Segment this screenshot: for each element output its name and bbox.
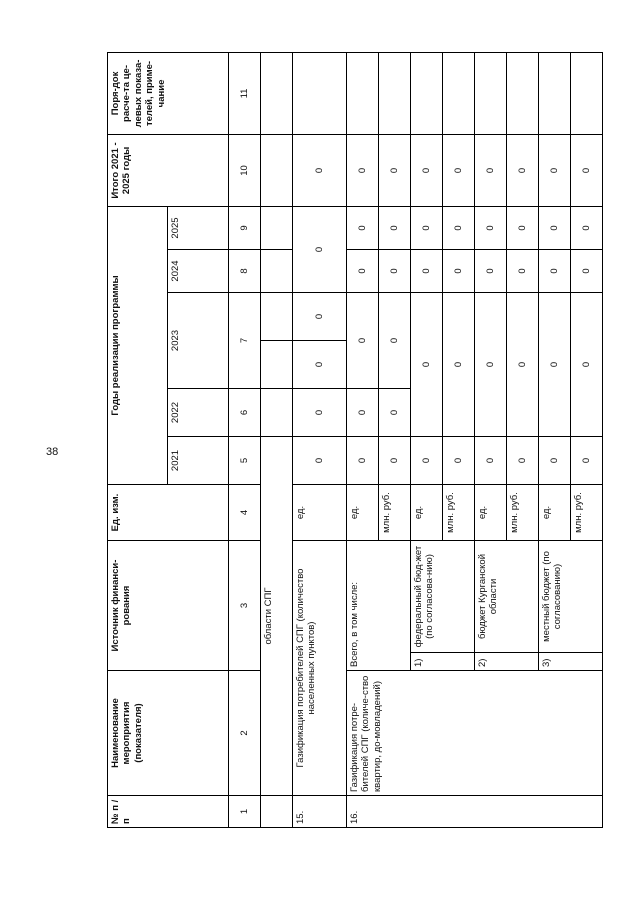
federal-order-1: [411, 52, 443, 134]
local-name: местный бюджет (по согласованию): [538, 541, 602, 653]
row16-total-order-2: [379, 52, 411, 134]
row16-total-unit-2: млн. руб.: [379, 485, 411, 541]
section-y2025: [260, 206, 292, 249]
regional-unit-1: ед.: [475, 485, 507, 541]
regional-y2025-2: 0: [506, 206, 538, 249]
federal-y2021-2: 0: [443, 437, 475, 485]
regional-num: 2): [475, 653, 539, 671]
section-y2022: [260, 389, 292, 437]
row16-total-y2022-2: 0: [379, 389, 411, 437]
federal-y2022-2023-1: 0: [411, 293, 443, 437]
header-unit: Ед. изм.: [108, 485, 229, 541]
federal-total-1: 0: [411, 134, 443, 206]
row16-total-y2024-1: 0: [347, 250, 379, 293]
section-y2024: [260, 250, 292, 293]
header-year-2024: 2024: [168, 250, 228, 293]
local-y2021-1: 0: [538, 437, 570, 485]
row16-total-total-2: 0: [379, 134, 411, 206]
regional-order-2: [506, 52, 538, 134]
regional-y2024-2: 0: [506, 250, 538, 293]
row16-total-y2024-2: 0: [379, 250, 411, 293]
federal-y2021-1: 0: [411, 437, 443, 485]
section-total: [260, 134, 292, 206]
row16-total-unit-1: ед.: [347, 485, 379, 541]
local-total-1: 0: [538, 134, 570, 206]
program-table: [107, 52, 603, 828]
row16-total-label: Всего, в том числе:: [347, 541, 411, 671]
regional-y2024-1: 0: [475, 250, 507, 293]
regional-name: бюджет Курганской области: [475, 541, 539, 653]
section-title: области СПГ: [260, 437, 292, 796]
federal-y2022-2023-2: 0: [443, 293, 475, 437]
header-year-2025: 2025: [168, 206, 228, 249]
regional-y2021-2: 0: [506, 437, 538, 485]
col-number-6: 6: [228, 389, 260, 437]
page-number: 38: [46, 446, 59, 458]
local-unit-1: ед.: [538, 485, 570, 541]
col-number-4: 4: [228, 485, 260, 541]
header-no: № п / п: [108, 796, 229, 828]
section-no-cell: [260, 796, 292, 828]
local-y2022-2023-1: 0: [538, 293, 570, 437]
row16-total-y2021-1: 0: [347, 437, 379, 485]
header-order: Поря-док расче-та це-левых показа-телей, приме-чание: [108, 52, 229, 134]
row15-y2021: 0: [292, 437, 346, 485]
local-y2024-2: 0: [570, 250, 602, 293]
federal-y2024-2: 0: [443, 250, 475, 293]
col-number-2: 2: [228, 671, 260, 796]
section-row: [260, 52, 292, 827]
local-y2025-2: 0: [570, 206, 602, 249]
federal-name: федеральный бюд-жет (по согласова-нию): [411, 541, 475, 653]
row16-total-order-1: [347, 52, 379, 134]
row16-name: Газификация потре-бителей СПГ (количе-ство квартир, до-мовладений): [347, 671, 603, 796]
rotated-page-area: [107, 53, 603, 828]
row16-no: 16.: [347, 796, 603, 828]
section-y2023a: [260, 341, 292, 389]
local-order-1: [538, 52, 570, 134]
header-total: Итого 2021 - 2025 годы: [108, 134, 229, 206]
col-number-3: 3: [228, 541, 260, 671]
header-row-1: [108, 52, 168, 827]
row15-no: 15.: [292, 796, 346, 828]
column-index-row: [228, 52, 260, 827]
header-year-2021: 2021: [168, 437, 228, 485]
col-number-9: 9: [228, 206, 260, 249]
header-name: Наименование мероприятия (показателя): [108, 671, 229, 796]
row-15: [292, 52, 346, 827]
col-number-11: 11: [228, 52, 260, 134]
header-source: Источник финанси-рования: [108, 541, 229, 671]
program-table-wrapper: [107, 53, 603, 828]
row15-y2023a: 0: [292, 341, 346, 389]
local-num: 3): [538, 653, 602, 671]
regional-y2021-1: 0: [475, 437, 507, 485]
federal-order-2: [443, 52, 475, 134]
local-y2022-2023-2: 0: [570, 293, 602, 437]
row15-y2023b: 0: [292, 293, 346, 341]
local-y2024-1: 0: [538, 250, 570, 293]
regional-y2022-2023-1: 0: [475, 293, 507, 437]
federal-unit-2: млн. руб.: [443, 485, 475, 541]
row15-order: [292, 52, 346, 134]
section-y2023b: [260, 293, 292, 341]
regional-order-1: [475, 52, 507, 134]
federal-unit-1: ед.: [411, 485, 443, 541]
header-year-2023: 2023: [168, 293, 228, 389]
regional-total-2: 0: [506, 134, 538, 206]
col-number-7: 7: [228, 293, 260, 389]
federal-y2025-1: 0: [411, 206, 443, 249]
header-year-2022: 2022: [168, 389, 228, 437]
row16-total-y2022-1: 0: [347, 389, 379, 437]
local-y2021-2: 0: [570, 437, 602, 485]
row16-total-y2021-2: 0: [379, 437, 411, 485]
regional-total-1: 0: [475, 134, 507, 206]
header-years-group: Годы реализации программы: [108, 206, 168, 484]
row16-total-y2023-1: 0: [347, 293, 379, 389]
federal-num: 1): [411, 653, 475, 671]
col-number-8: 8: [228, 250, 260, 293]
row15-y2022: 0: [292, 389, 346, 437]
col-number-1: 1: [228, 796, 260, 828]
local-total-2: 0: [570, 134, 602, 206]
local-unit-2: млн. руб.: [570, 485, 602, 541]
local-order-2: [570, 52, 602, 134]
col-number-10: 10: [228, 134, 260, 206]
federal-total-2: 0: [443, 134, 475, 206]
regional-unit-2: млн. руб.: [506, 485, 538, 541]
row16-total-y2025-1: 0: [347, 206, 379, 249]
row15-total: 0: [292, 134, 346, 206]
row16-total-y2025-2: 0: [379, 206, 411, 249]
row15-name: Газификация потребителей СПГ (количество населенных пунктов): [292, 541, 346, 796]
section-order: [260, 52, 292, 134]
row-16-total-units: [347, 52, 379, 827]
regional-y2025-1: 0: [475, 206, 507, 249]
federal-y2025-2: 0: [443, 206, 475, 249]
col-number-5: 5: [228, 437, 260, 485]
row15-y2024-2025: 0: [292, 206, 346, 292]
row16-total-y2023-2: 0: [379, 293, 411, 389]
regional-y2022-2023-2: 0: [506, 293, 538, 437]
local-y2025-1: 0: [538, 206, 570, 249]
federal-y2024-1: 0: [411, 250, 443, 293]
row16-total-total-1: 0: [347, 134, 379, 206]
row15-unit: ед.: [292, 485, 346, 541]
